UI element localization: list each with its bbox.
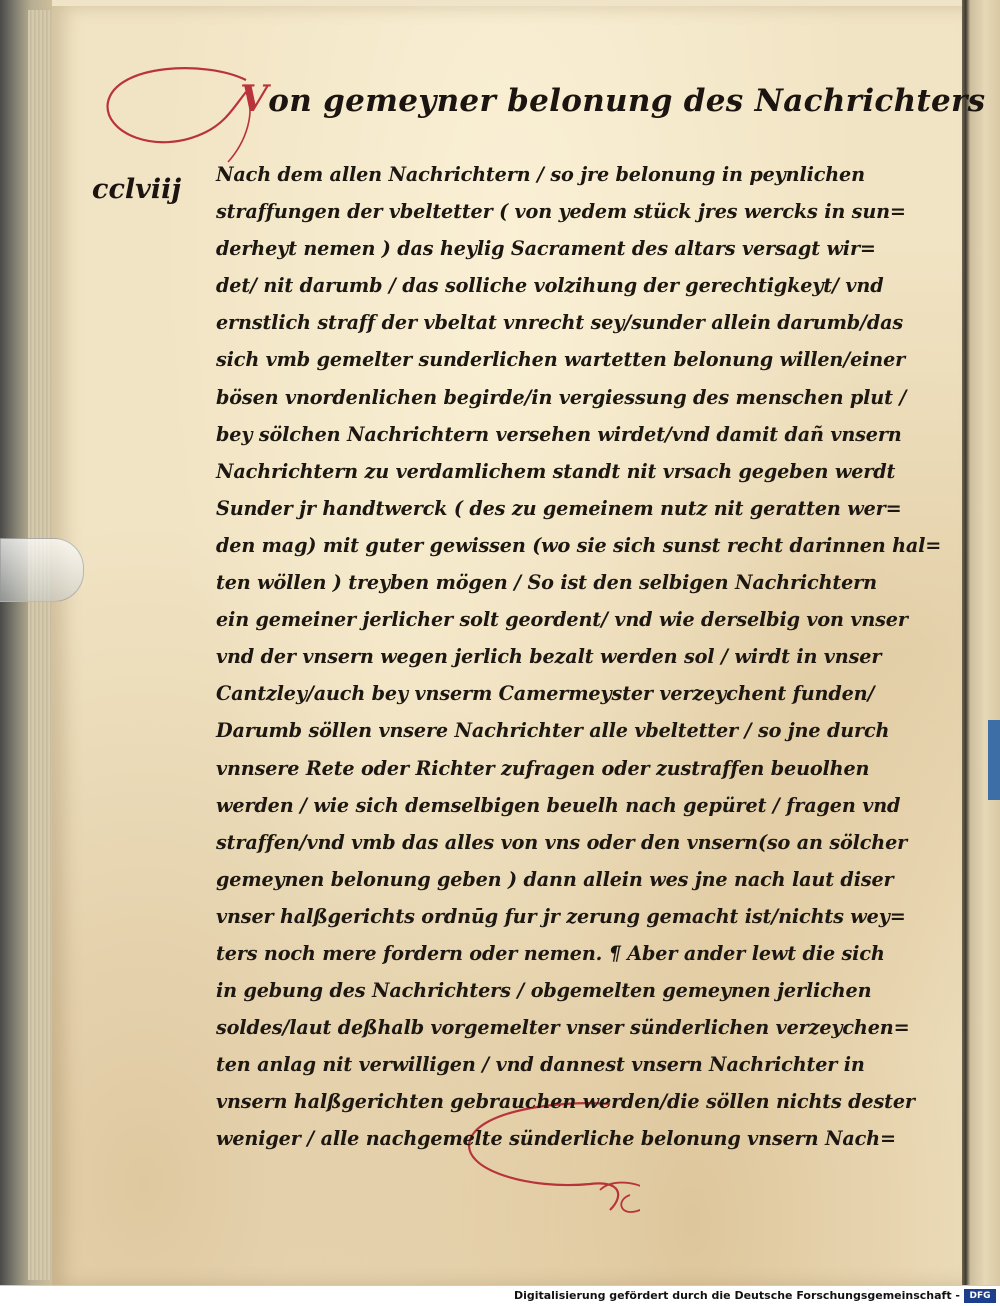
text-line: straffungen der vbeltetter ( von yedem stück jres wercks in sun=: [216, 200, 906, 224]
footer-bar: [0, 1285, 1000, 1306]
text-line: vnd der vnsern wegen jerlich bezalt werden sol / wirdt in vnser: [216, 645, 882, 669]
rubric-initial: V: [240, 78, 269, 120]
text-line: bey sölchen Nachrichtern versehen wirdet/vnd damit dañ vnsern: [216, 422, 902, 446]
text-line: gemeynen belonung geben ) dann allein wes jne nach laut diser: [216, 867, 894, 891]
text-line: ten wöllen ) treyben mögen / So ist den selbigen Nachrichtern: [216, 571, 877, 595]
heading-text: on gemeyner belonung des Nachrichters: [268, 83, 986, 119]
text-line: den mag) mit guter gewissen (wo sie sich sunst recht darinnen hal=: [216, 533, 942, 557]
text-line: straffen/vnd vmb das alles von vns oder den vnsern(so an sölcher: [216, 830, 908, 854]
footer-credit: Digitalisierung gefördert durch die Deutsche Forschungsgemeinschaft -: [513, 1289, 960, 1302]
text-line: vnsern halßgerichten gebrauchen werden/die söllen nichts dester: [216, 1090, 915, 1114]
text-line: Nach dem allen Nachrichtern / so jre belonung in peynlichen: [216, 163, 865, 186]
text-line: in gebung des Nachrichters / obgemelten gemeynen jerlichen: [216, 979, 872, 1003]
text-line: werden / wie sich demselbigen beuelh nach gepüret / fragen vnd: [216, 793, 901, 817]
text-line: weniger / alle nachgemelte sünderliche belonung vnsern Nach=: [216, 1127, 896, 1151]
text-line: ein gemeiner jerlicher solt geordent/ vnd wie derselbig von vnser: [216, 608, 908, 632]
text-line: ernstlich straff der vbeltat vnrecht sey/sunder allein darumb/das: [216, 311, 904, 335]
bookmark-tab: [988, 720, 1000, 800]
text-line: vnser halßgerichts ordnūg fur jr zerung gemacht ist/nichts wey=: [216, 904, 906, 928]
text-line: Darumb söllen vnsere Nachrichter alle vbeltetter / so jne durch: [216, 719, 890, 743]
text-line: derheyt nemen ) das heylig Sacrament des altars versagt wir=: [216, 237, 876, 261]
text-line: bösen vnordenlichen begirde/in vergiessung des menschen plut /: [216, 385, 907, 409]
dfg-logo[interactable]: DFG: [964, 1289, 996, 1303]
body-text: [216, 156, 942, 1158]
text-line: sich vmb gemelter sunderlichen wartetten belonung willen/einer: [216, 348, 906, 372]
text-line: vnnsere Rete oder Richter zufragen oder zustraffen beuolhen: [216, 756, 870, 780]
text-line: det/ nit darumb / das solliche volzihung der gerechtigkeyt/ vnd: [216, 274, 884, 298]
book-gutter: [962, 0, 1000, 1285]
text-line: ters noch mere fordern oder nemen. ¶ Aber ander lewt die sich: [216, 941, 885, 965]
text-line: Cantzley/auch bey vnserm Camermeyster verzeychent funden/: [216, 682, 875, 706]
text-line: Nachrichtern zu verdamlichem standt nit vrsach gegeben werdt: [216, 459, 896, 483]
text-line: Sunder jr handtwerck ( des zu gemeinem nutz nit geratten wer=: [216, 496, 902, 520]
section-heading: [240, 78, 985, 120]
page-clip: [0, 538, 84, 602]
text-line: soldes/laut deßhalb vorgemelter vnser sünderlichen verzeychen=: [216, 1016, 910, 1040]
text-line: ten anlag nit verwilligen / vnd dannest vnsern Nachrichter in: [216, 1053, 865, 1077]
folio-number: cclviij: [92, 174, 182, 205]
